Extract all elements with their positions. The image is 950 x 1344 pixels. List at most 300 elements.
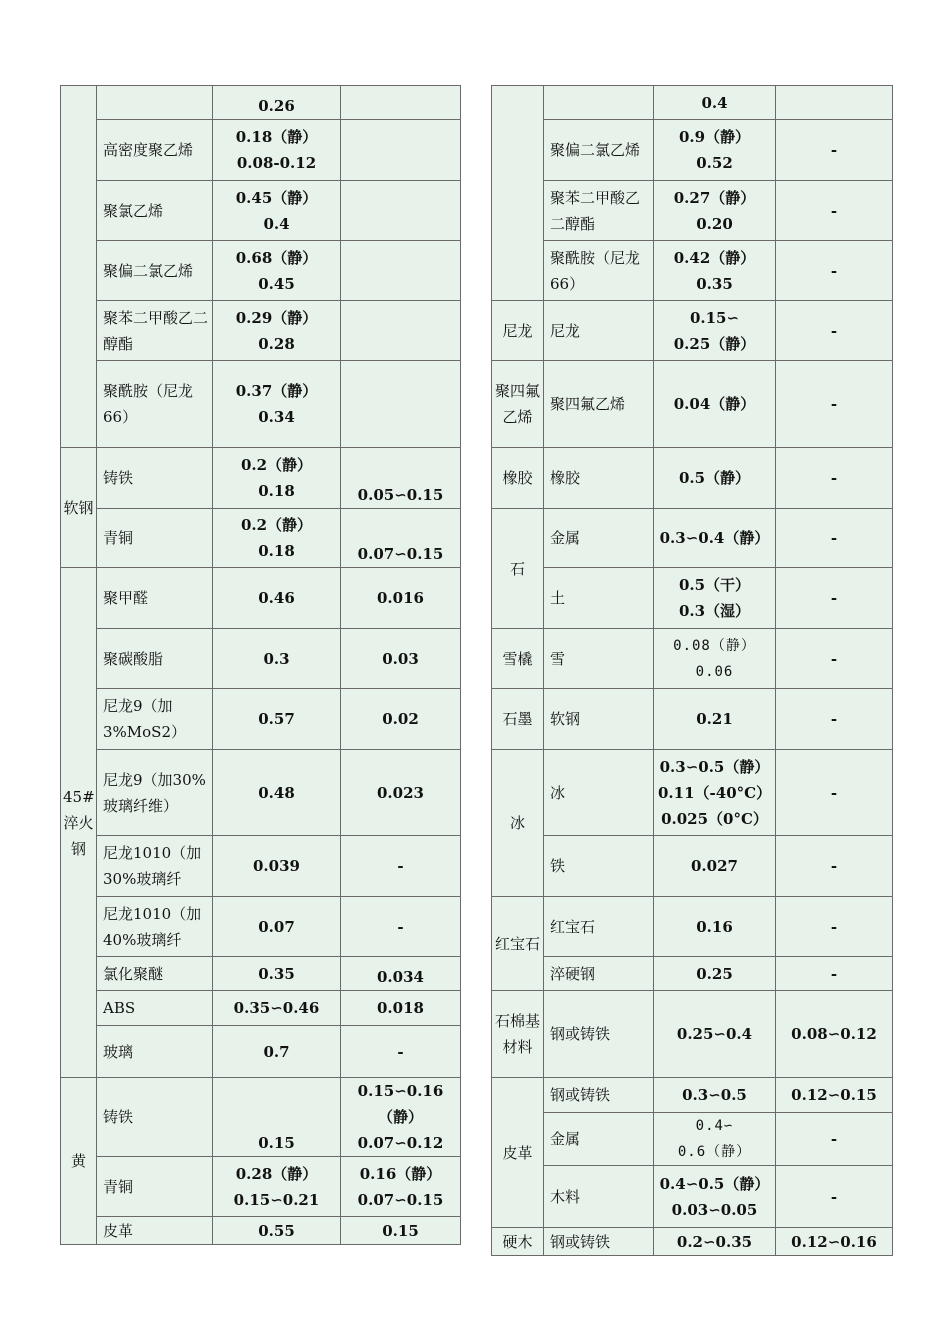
table-row bbox=[61, 689, 461, 750]
material-cell bbox=[544, 1078, 654, 1113]
coefficient-lubricated-cell bbox=[776, 1078, 893, 1113]
friction-table-left bbox=[60, 85, 461, 1245]
material-label: 氯化聚醚 bbox=[103, 964, 164, 983]
coefficient-static-cell bbox=[654, 1078, 776, 1113]
coefficient-static-cell-line: 0.9（静） bbox=[678, 128, 751, 146]
coefficient-lubricated-cell-line: 0.016 bbox=[377, 589, 424, 607]
material-label: 高密度聚乙烯 bbox=[103, 141, 194, 159]
coefficient-lubricated-cell-line: - bbox=[830, 1130, 838, 1148]
group-label: 黄 bbox=[70, 1152, 86, 1170]
material-label: 聚偏二氯乙烯 bbox=[103, 261, 194, 280]
coefficient-lubricated-cell-line: - bbox=[830, 201, 838, 220]
table-row bbox=[61, 120, 461, 181]
coefficient-lubricated-cell bbox=[776, 1113, 893, 1166]
material-label: 青铜 bbox=[103, 1177, 134, 1196]
material-label: 聚酰胺（尼龙66） bbox=[103, 382, 194, 426]
coefficient-lubricated-cell-line: - bbox=[830, 917, 838, 936]
material-label: 聚甲醛 bbox=[103, 589, 149, 607]
coefficient-static-cell-line: 0.25∽0.4 bbox=[676, 1025, 753, 1043]
material-label: 土 bbox=[550, 589, 566, 607]
material-cell bbox=[97, 241, 213, 301]
material-label: 聚氯乙烯 bbox=[103, 201, 164, 220]
material-label: 聚酰胺（尼龙66） bbox=[550, 248, 641, 293]
coefficient-static-cell bbox=[213, 181, 341, 241]
group-label: 红宝石 bbox=[494, 934, 540, 953]
material-label: 皮革 bbox=[103, 1221, 134, 1240]
group-cell bbox=[492, 689, 544, 750]
coefficient-static-cell-line: 0.34 bbox=[258, 408, 295, 426]
group-cell bbox=[61, 568, 97, 1078]
table-row bbox=[61, 568, 461, 629]
coefficient-static-cell bbox=[654, 836, 776, 897]
material-cell bbox=[97, 957, 213, 991]
table-row bbox=[61, 448, 461, 509]
coefficient-lubricated-cell bbox=[776, 120, 893, 181]
material-cell bbox=[97, 1078, 213, 1157]
coefficient-lubricated-cell bbox=[341, 509, 461, 568]
coefficient-static-cell-line: 0.45（静） bbox=[235, 188, 318, 207]
group-label: 硬木 bbox=[502, 1232, 533, 1251]
material-cell bbox=[544, 1113, 654, 1166]
coefficient-static-cell bbox=[654, 1228, 776, 1256]
group-cell bbox=[492, 86, 544, 301]
table-row bbox=[492, 301, 893, 361]
coefficient-static-cell-line: 0.2∽0.35 bbox=[676, 1232, 753, 1251]
coefficient-lubricated-cell bbox=[341, 241, 461, 301]
coefficient-static-cell-line: 0.3 bbox=[263, 649, 290, 668]
coefficient-static-cell-line: 0.37（静） bbox=[235, 382, 318, 400]
coefficient-static-cell bbox=[213, 86, 341, 120]
group-cell bbox=[492, 509, 544, 629]
table-row bbox=[61, 509, 461, 568]
table-row bbox=[492, 448, 893, 509]
material-label: 铁 bbox=[550, 857, 566, 875]
material-cell bbox=[97, 991, 213, 1026]
material-cell bbox=[97, 86, 213, 120]
coefficient-static-cell-line: 0.29（静） bbox=[235, 308, 318, 327]
coefficient-lubricated-cell-line: 0.07∽0.15 bbox=[357, 545, 444, 563]
group-label: 冰 bbox=[509, 814, 525, 832]
coefficient-static-cell-line: 0.35∽0.46 bbox=[233, 999, 320, 1017]
material-label: 雪 bbox=[550, 649, 566, 668]
table-row bbox=[61, 1078, 461, 1157]
material-label: 铸铁 bbox=[103, 1108, 134, 1126]
material-cell bbox=[97, 750, 213, 836]
friction-table-right bbox=[491, 85, 893, 1256]
coefficient-static-cell bbox=[213, 120, 341, 181]
material-label: 钢或铸铁 bbox=[550, 1086, 611, 1104]
coefficient-static-cell bbox=[213, 301, 341, 361]
coefficient-lubricated-cell-line: 0.023 bbox=[377, 783, 424, 802]
table-row bbox=[61, 957, 461, 991]
coefficient-lubricated-cell-line: - bbox=[830, 589, 838, 607]
coefficient-static-cell bbox=[654, 1113, 776, 1166]
coefficient-static-cell-line: 0.55 bbox=[258, 1222, 295, 1240]
coefficient-lubricated-cell-line: - bbox=[830, 395, 838, 413]
coefficient-static-cell bbox=[213, 1078, 341, 1157]
material-cell bbox=[97, 509, 213, 568]
material-cell bbox=[544, 120, 654, 181]
coefficient-lubricated-cell bbox=[776, 991, 893, 1078]
coefficient-static-cell bbox=[654, 750, 776, 836]
coefficient-static-cell bbox=[654, 991, 776, 1078]
material-label: 尼龙1010（加30%玻璃纤 bbox=[103, 844, 202, 888]
material-label: 青铜 bbox=[103, 529, 134, 547]
coefficient-static-cell bbox=[213, 568, 341, 629]
group-label: 石 bbox=[509, 559, 525, 578]
material-label: 金属 bbox=[550, 529, 581, 547]
material-cell bbox=[97, 181, 213, 241]
material-cell bbox=[97, 897, 213, 957]
coefficient-lubricated-cell-line: 0.15∽0.16（静） bbox=[357, 1082, 444, 1126]
coefficient-static-cell-line: 0.2（静） bbox=[240, 516, 313, 534]
coefficient-static-cell-line: 0.027 bbox=[691, 857, 738, 875]
coefficient-lubricated-cell-line: - bbox=[830, 710, 838, 728]
table-row bbox=[61, 241, 461, 301]
material-cell bbox=[97, 1157, 213, 1217]
coefficient-lubricated-cell bbox=[776, 836, 893, 897]
material-cell bbox=[97, 1217, 213, 1245]
table-row bbox=[61, 181, 461, 241]
material-cell bbox=[544, 750, 654, 836]
coefficient-lubricated-cell bbox=[341, 181, 461, 241]
coefficient-static-cell-line: 0.6（静） bbox=[677, 1144, 752, 1160]
material-cell bbox=[544, 361, 654, 448]
coefficient-static-cell-line: 0.18（静） bbox=[235, 128, 318, 146]
material-cell bbox=[97, 301, 213, 361]
coefficient-lubricated-cell-line: - bbox=[830, 321, 838, 340]
material-label: ABS bbox=[103, 999, 136, 1017]
coefficient-static-cell-line: 0.04（静） bbox=[673, 395, 756, 413]
coefficient-lubricated-cell bbox=[341, 1217, 461, 1245]
coefficient-static-cell-line: 0.3∽0.4（静） bbox=[659, 529, 770, 547]
coefficient-static-cell-line: 0.25 bbox=[696, 964, 733, 983]
table-row bbox=[492, 689, 893, 750]
coefficient-static-cell-line: 0.08-0.12 bbox=[236, 154, 317, 172]
coefficient-static-cell bbox=[213, 1217, 341, 1245]
coefficient-static-cell-line: 0.18 bbox=[258, 542, 295, 560]
coefficient-lubricated-cell bbox=[776, 568, 893, 629]
coefficient-lubricated-cell-line: 0.02 bbox=[382, 710, 419, 728]
coefficient-lubricated-cell bbox=[341, 120, 461, 181]
coefficient-lubricated-cell bbox=[341, 361, 461, 448]
coefficient-static-cell bbox=[654, 181, 776, 241]
coefficient-lubricated-cell bbox=[341, 1026, 461, 1078]
group-label: 软钢 bbox=[63, 498, 94, 517]
group-cell bbox=[61, 86, 97, 448]
table-row bbox=[492, 1113, 893, 1166]
coefficient-lubricated-cell bbox=[776, 301, 893, 361]
coefficient-static-cell bbox=[654, 301, 776, 361]
table-row bbox=[492, 629, 893, 689]
material-label: 冰 bbox=[550, 783, 566, 802]
group-cell bbox=[492, 1228, 544, 1256]
left-table-body bbox=[61, 86, 461, 1245]
table-row bbox=[492, 568, 893, 629]
coefficient-lubricated-cell-line: 0.034 bbox=[377, 968, 424, 986]
coefficient-lubricated-cell bbox=[776, 689, 893, 750]
material-cell bbox=[544, 836, 654, 897]
table-row bbox=[492, 750, 893, 836]
right-table-body bbox=[492, 86, 893, 1256]
coefficient-static-cell bbox=[654, 120, 776, 181]
material-label: 铸铁 bbox=[103, 469, 134, 487]
coefficient-lubricated-cell bbox=[341, 448, 461, 509]
coefficient-lubricated-cell-line: 0.07∽0.12 bbox=[357, 1134, 444, 1152]
table-row bbox=[492, 1166, 893, 1228]
coefficient-lubricated-cell bbox=[776, 86, 893, 120]
material-cell bbox=[97, 836, 213, 897]
coefficient-static-cell-line: 0.5（静） bbox=[678, 469, 751, 487]
material-cell bbox=[544, 448, 654, 509]
table-row bbox=[61, 836, 461, 897]
coefficient-lubricated-cell-line: - bbox=[830, 857, 838, 875]
table-row bbox=[61, 1217, 461, 1245]
coefficient-static-cell-line: 0.11（-40°C） bbox=[658, 783, 772, 802]
material-label: 橡胶 bbox=[550, 469, 581, 487]
table-row bbox=[492, 86, 893, 120]
coefficient-lubricated-cell bbox=[341, 991, 461, 1026]
coefficient-static-cell-line: 0.4 bbox=[263, 214, 290, 233]
coefficient-lubricated-cell bbox=[341, 568, 461, 629]
coefficient-static-cell-line: 0.26 bbox=[258, 97, 295, 115]
coefficient-static-cell-line: 0.025（0°C） bbox=[661, 809, 768, 828]
coefficient-lubricated-cell bbox=[341, 957, 461, 991]
group-cell bbox=[492, 448, 544, 509]
coefficient-static-cell-line: 0.3∽0.5 bbox=[682, 1086, 747, 1104]
coefficient-static-cell bbox=[213, 1157, 341, 1217]
coefficient-lubricated-cell bbox=[776, 509, 893, 568]
material-cell bbox=[544, 241, 654, 301]
material-cell bbox=[544, 897, 654, 957]
material-label: 红宝石 bbox=[550, 917, 596, 936]
group-label: 石墨 bbox=[502, 710, 533, 728]
coefficient-lubricated-cell bbox=[776, 957, 893, 991]
coefficient-lubricated-cell-line: - bbox=[397, 857, 404, 875]
material-cell bbox=[544, 568, 654, 629]
material-label: 淬硬钢 bbox=[550, 964, 596, 983]
coefficient-lubricated-cell bbox=[776, 448, 893, 509]
coefficient-static-cell bbox=[654, 897, 776, 957]
coefficient-static-cell-line: 0.46 bbox=[258, 589, 295, 607]
material-cell bbox=[97, 120, 213, 181]
coefficient-lubricated-cell bbox=[776, 241, 893, 301]
material-label: 金属 bbox=[550, 1130, 581, 1148]
table-row bbox=[61, 991, 461, 1026]
coefficient-static-cell bbox=[654, 568, 776, 629]
group-label: 尼龙 bbox=[502, 321, 533, 340]
material-cell bbox=[544, 86, 654, 120]
material-cell bbox=[544, 181, 654, 241]
coefficient-static-cell bbox=[213, 1026, 341, 1078]
coefficient-static-cell-line: 0.15 bbox=[258, 1134, 295, 1152]
material-cell bbox=[97, 689, 213, 750]
coefficient-static-cell-line: 0.4∽ bbox=[695, 1118, 734, 1134]
coefficient-lubricated-cell bbox=[776, 897, 893, 957]
coefficient-static-cell-line: 0.25（静） bbox=[673, 334, 756, 353]
material-cell bbox=[544, 509, 654, 568]
table-row bbox=[61, 1157, 461, 1217]
coefficient-lubricated-cell-line: 0.03 bbox=[382, 649, 419, 668]
coefficient-lubricated-cell-line: - bbox=[830, 261, 838, 280]
group-label: 橡胶 bbox=[502, 469, 533, 487]
coefficient-lubricated-cell bbox=[776, 361, 893, 448]
coefficient-static-cell bbox=[654, 957, 776, 991]
coefficient-static-cell bbox=[213, 509, 341, 568]
table-row bbox=[492, 991, 893, 1078]
coefficient-lubricated-cell bbox=[341, 689, 461, 750]
group-label: 聚四氟乙烯 bbox=[494, 382, 540, 426]
table-row bbox=[61, 301, 461, 361]
coefficient-static-cell-line: 0.039 bbox=[253, 857, 300, 875]
coefficient-lubricated-cell bbox=[341, 897, 461, 957]
material-label: 钢或铸铁 bbox=[550, 1232, 611, 1251]
group-cell bbox=[61, 1078, 97, 1245]
table-row bbox=[61, 1026, 461, 1078]
coefficient-lubricated-cell bbox=[776, 181, 893, 241]
table-row bbox=[492, 181, 893, 241]
material-label: 尼龙9（加30%玻璃纤维） bbox=[103, 770, 206, 815]
coefficient-static-cell bbox=[654, 448, 776, 509]
table-row bbox=[492, 957, 893, 991]
material-label: 木料 bbox=[550, 1187, 581, 1206]
coefficient-static-cell bbox=[213, 241, 341, 301]
coefficient-static-cell bbox=[654, 689, 776, 750]
material-label: 聚四氟乙烯 bbox=[550, 395, 626, 413]
coefficient-lubricated-cell bbox=[341, 629, 461, 689]
group-cell bbox=[61, 448, 97, 568]
coefficient-lubricated-cell-line: - bbox=[830, 141, 838, 159]
coefficient-static-cell-line: 0.68（静） bbox=[235, 248, 318, 267]
coefficient-static-cell-line: 0.15∽0.21 bbox=[233, 1190, 320, 1209]
coefficient-lubricated-cell-line: 0.05∽0.15 bbox=[357, 486, 444, 504]
material-cell bbox=[544, 629, 654, 689]
coefficient-static-cell bbox=[213, 957, 341, 991]
coefficient-lubricated-cell bbox=[341, 86, 461, 120]
coefficient-lubricated-cell bbox=[341, 750, 461, 836]
table-row bbox=[61, 897, 461, 957]
coefficient-static-cell bbox=[213, 361, 341, 448]
coefficient-static-cell-line: 0.03∽0.05 bbox=[671, 1200, 758, 1219]
group-label: 45#淬火钢 bbox=[63, 787, 95, 858]
coefficient-lubricated-cell-line: - bbox=[830, 964, 838, 983]
coefficient-lubricated-cell-line: 0.08∽0.12 bbox=[791, 1025, 877, 1043]
coefficient-static-cell-line: 0.07 bbox=[258, 917, 295, 936]
coefficient-static-cell bbox=[654, 629, 776, 689]
material-label: 尼龙9（加3%MoS2） bbox=[103, 697, 187, 741]
coefficient-lubricated-cell bbox=[341, 1157, 461, 1217]
group-cell bbox=[492, 1078, 544, 1228]
coefficient-lubricated-cell bbox=[341, 1078, 461, 1157]
group-label: 皮革 bbox=[502, 1143, 533, 1162]
coefficient-lubricated-cell-line: - bbox=[830, 783, 838, 802]
table-row bbox=[492, 1078, 893, 1113]
coefficient-lubricated-cell-line: 0.16（静） bbox=[359, 1164, 442, 1183]
coefficient-static-cell-line: 0.28（静） bbox=[235, 1164, 318, 1183]
coefficient-lubricated-cell bbox=[776, 1166, 893, 1228]
coefficient-static-cell bbox=[213, 629, 341, 689]
table-row bbox=[61, 86, 461, 120]
coefficient-static-cell-line: 0.15∽ bbox=[689, 308, 740, 327]
coefficient-static-cell bbox=[213, 448, 341, 509]
coefficient-static-cell-line: 0.27（静） bbox=[673, 188, 756, 207]
group-cell bbox=[492, 750, 544, 897]
coefficient-lubricated-cell bbox=[341, 301, 461, 361]
coefficient-static-cell-line: 0.28 bbox=[258, 334, 295, 353]
coefficient-lubricated-cell-line: - bbox=[830, 529, 838, 547]
coefficient-lubricated-cell-line: 0.15 bbox=[382, 1221, 419, 1240]
table-row bbox=[61, 361, 461, 448]
group-label: 雪橇 bbox=[502, 649, 533, 668]
coefficient-lubricated-cell bbox=[776, 1228, 893, 1256]
table-row bbox=[492, 361, 893, 448]
material-label: 聚苯二甲酸乙二醇酯 bbox=[550, 188, 641, 233]
coefficient-static-cell-line: 0.06 bbox=[695, 663, 734, 680]
coefficient-static-cell-line: 0.52 bbox=[696, 154, 733, 172]
coefficient-lubricated-cell bbox=[776, 629, 893, 689]
coefficient-lubricated-cell-line: - bbox=[397, 1042, 404, 1061]
material-cell bbox=[544, 957, 654, 991]
coefficient-static-cell bbox=[654, 86, 776, 120]
coefficient-lubricated-cell-line: - bbox=[397, 917, 404, 936]
coefficient-static-cell-line: 0.42（静） bbox=[673, 248, 756, 267]
coefficient-lubricated-cell-line: 0.018 bbox=[377, 999, 424, 1017]
coefficient-static-cell-line: 0.08（静） bbox=[673, 637, 756, 654]
coefficient-static-cell-line: 0.35 bbox=[696, 274, 733, 293]
table-row bbox=[61, 629, 461, 689]
coefficient-static-cell-line: 0.2（静） bbox=[240, 456, 313, 474]
material-cell bbox=[97, 1026, 213, 1078]
coefficient-static-cell-line: 0.57 bbox=[258, 710, 295, 728]
group-cell bbox=[492, 361, 544, 448]
table-row bbox=[492, 897, 893, 957]
coefficient-static-cell-line: 0.45 bbox=[258, 274, 295, 293]
coefficient-static-cell-line: 0.18 bbox=[258, 482, 295, 500]
material-label: 尼龙1010（加40%玻璃纤 bbox=[103, 904, 202, 949]
group-cell bbox=[492, 301, 544, 361]
coefficient-static-cell-line: 0.20 bbox=[696, 214, 733, 233]
coefficient-static-cell bbox=[654, 241, 776, 301]
coefficient-static-cell bbox=[213, 689, 341, 750]
coefficient-static-cell bbox=[213, 897, 341, 957]
group-cell bbox=[492, 897, 544, 991]
coefficient-static-cell-line: 0.5（干） bbox=[678, 576, 751, 594]
coefficient-static-cell-line: 0.3（湿） bbox=[678, 602, 751, 620]
coefficient-lubricated-cell bbox=[776, 750, 893, 836]
material-cell bbox=[544, 991, 654, 1078]
coefficient-lubricated-cell-line: 0.07∽0.15 bbox=[357, 1190, 444, 1209]
table-row bbox=[492, 120, 893, 181]
group-label: 石棉基材料 bbox=[494, 1012, 540, 1056]
material-cell bbox=[97, 361, 213, 448]
material-cell bbox=[544, 301, 654, 361]
material-label: 聚碳酸脂 bbox=[103, 649, 164, 668]
coefficient-static-cell bbox=[654, 1166, 776, 1228]
material-label: 聚苯二甲酸乙二醇酯 bbox=[103, 308, 209, 353]
coefficient-static-cell-line: 0.21 bbox=[696, 710, 733, 728]
material-label: 软钢 bbox=[550, 710, 581, 728]
material-label: 尼龙 bbox=[550, 321, 581, 340]
group-cell bbox=[492, 991, 544, 1078]
table-row bbox=[492, 509, 893, 568]
coefficient-static-cell-line: 0.7 bbox=[263, 1042, 290, 1061]
table-row bbox=[492, 836, 893, 897]
coefficient-static-cell-line: 0.4∽0.5（静） bbox=[659, 1174, 770, 1193]
material-cell bbox=[544, 1166, 654, 1228]
table-row bbox=[492, 241, 893, 301]
material-cell bbox=[97, 568, 213, 629]
material-label: 玻璃 bbox=[103, 1042, 134, 1061]
